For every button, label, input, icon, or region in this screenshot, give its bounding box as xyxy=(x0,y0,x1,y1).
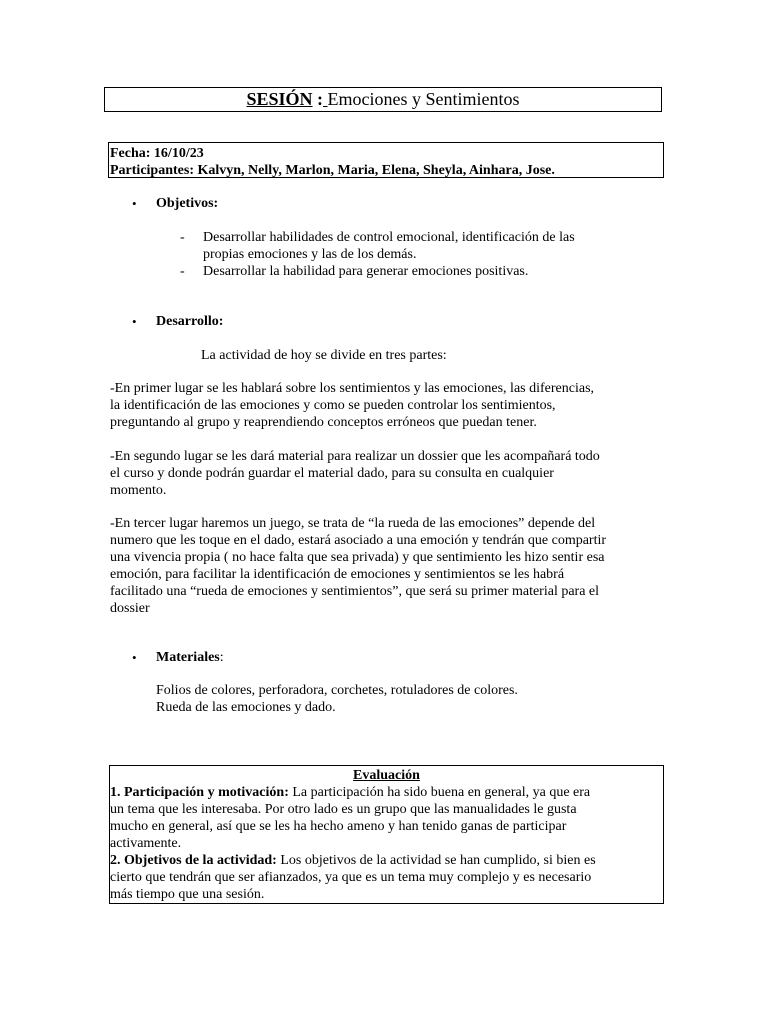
materiales-heading xyxy=(156,649,224,666)
session-date: Fecha: 16/10/23 xyxy=(110,146,204,161)
session-title xyxy=(104,87,662,112)
paragraph-line: dossier xyxy=(110,601,150,616)
paragraph-line: una vivencia propia ( no hace falta que sea privada) y que sentimiento les hizo sentir esa xyxy=(110,550,605,565)
objetivos-heading: Objetivos: xyxy=(156,196,219,211)
desarrollo-paragraph-2 xyxy=(110,448,670,499)
session-participants: Participantes: Kalvyn, Nelly, Marlon, Maria, Elena, Sheyla, Ainhara, Jose. xyxy=(110,163,555,178)
materiales-line-2: Rueda de las emociones y dado. xyxy=(156,700,336,715)
paragraph-line: -En segundo lugar se les dará material para realizar un dossier que les acompañará todo xyxy=(110,449,600,464)
paragraph-line: -En primer lugar se les hablará sobre los sentimientos y las emociones, las diferencias, xyxy=(110,381,595,396)
paragraph-line: -En tercer lugar haremos un juego, se trata de “la rueda de las emociones” depende del xyxy=(110,516,596,531)
paragraph-line: la identificación de las emociones y como se pueden controlar los sentimientos, xyxy=(110,398,556,413)
desarrollo-bullet-icon: • xyxy=(132,314,137,329)
materiales-line-1: Folios de colores, perforadora, corchetes, rotuladores de colores. xyxy=(156,683,518,698)
materiales-list xyxy=(156,682,518,716)
evaluacion-line: mucho en general, así que se les ha hecho ameno y han tenido ganas de participar xyxy=(110,819,567,834)
desarrollo-heading: Desarrollo: xyxy=(156,314,224,329)
objetivos-item-1-line-1: Desarrollar habilidades de control emocional, identificación de las xyxy=(203,230,575,245)
desarrollo-paragraph-1 xyxy=(110,380,670,431)
objetivos-dash-1: - xyxy=(180,230,185,245)
paragraph-line: el curso y donde podrán guardar el material dado, para su consulta en cualquier xyxy=(110,466,554,481)
materiales-heading-label: Materiales xyxy=(156,650,220,665)
materiales-heading-colon: : xyxy=(219,650,224,665)
evaluacion-item-1-text-first: La participación ha sido buena en general, ya que era xyxy=(288,785,591,800)
evaluacion-line: cierto que tendrán que ser afianzados, ya que es un tema muy complejo y es necesario xyxy=(110,870,592,885)
objetivos-item-2: Desarrollar la habilidad para generar emociones positivas. xyxy=(203,264,529,279)
evaluacion-item-1 xyxy=(110,784,663,852)
evaluacion-item-2-label: 2. Objetivos de la actividad: xyxy=(110,853,277,868)
evaluacion-box xyxy=(109,765,664,904)
paragraph-line: facilitado una “rueda de emociones y sentimientos”, que será su primer material para el xyxy=(110,584,600,599)
desarrollo-paragraph-3 xyxy=(110,515,670,617)
paragraph-line: numero que les toque en el dado, estará asociado a una emoción y tendrán que compartir xyxy=(110,533,607,548)
materiales-bullet-icon: • xyxy=(132,650,137,665)
evaluacion-item-1-label: 1. Participación y motivación: xyxy=(110,785,289,800)
evaluacion-line: activamente. xyxy=(110,836,182,851)
evaluacion-item-2 xyxy=(110,852,663,903)
session-label: SESIÓN xyxy=(246,89,313,109)
evaluacion-title: Evaluación xyxy=(353,768,420,783)
session-topic: Emociones y Sentimientos xyxy=(327,89,520,109)
objetivos-bullet-icon: • xyxy=(132,196,137,211)
paragraph-line: momento. xyxy=(110,483,167,498)
session-colon: : xyxy=(312,89,324,109)
paragraph-line: emoción, para facilitar la identificación de emociones y sentimientos se les habrá xyxy=(110,567,565,582)
evaluacion-line: más tiempo que una sesión. xyxy=(110,887,265,902)
paragraph-line: preguntando al grupo y reaprendiendo conceptos erróneos que puedan tener. xyxy=(110,415,537,430)
desarrollo-intro: La actividad de hoy se divide en tres partes: xyxy=(201,348,447,363)
evaluacion-item-2-text-first: Los objetivos de la actividad se han cumplido, si bien es xyxy=(276,853,596,868)
objetivos-item-1-line-2: propias emociones y las de los demás. xyxy=(203,247,417,262)
evaluacion-line: un tema que les interesaba. Por otro lado es un grupo que las manualidades le gusta xyxy=(110,802,577,817)
objetivos-dash-2: - xyxy=(180,264,185,279)
objetivos-item-1 xyxy=(203,229,663,263)
session-info-box xyxy=(108,142,664,178)
